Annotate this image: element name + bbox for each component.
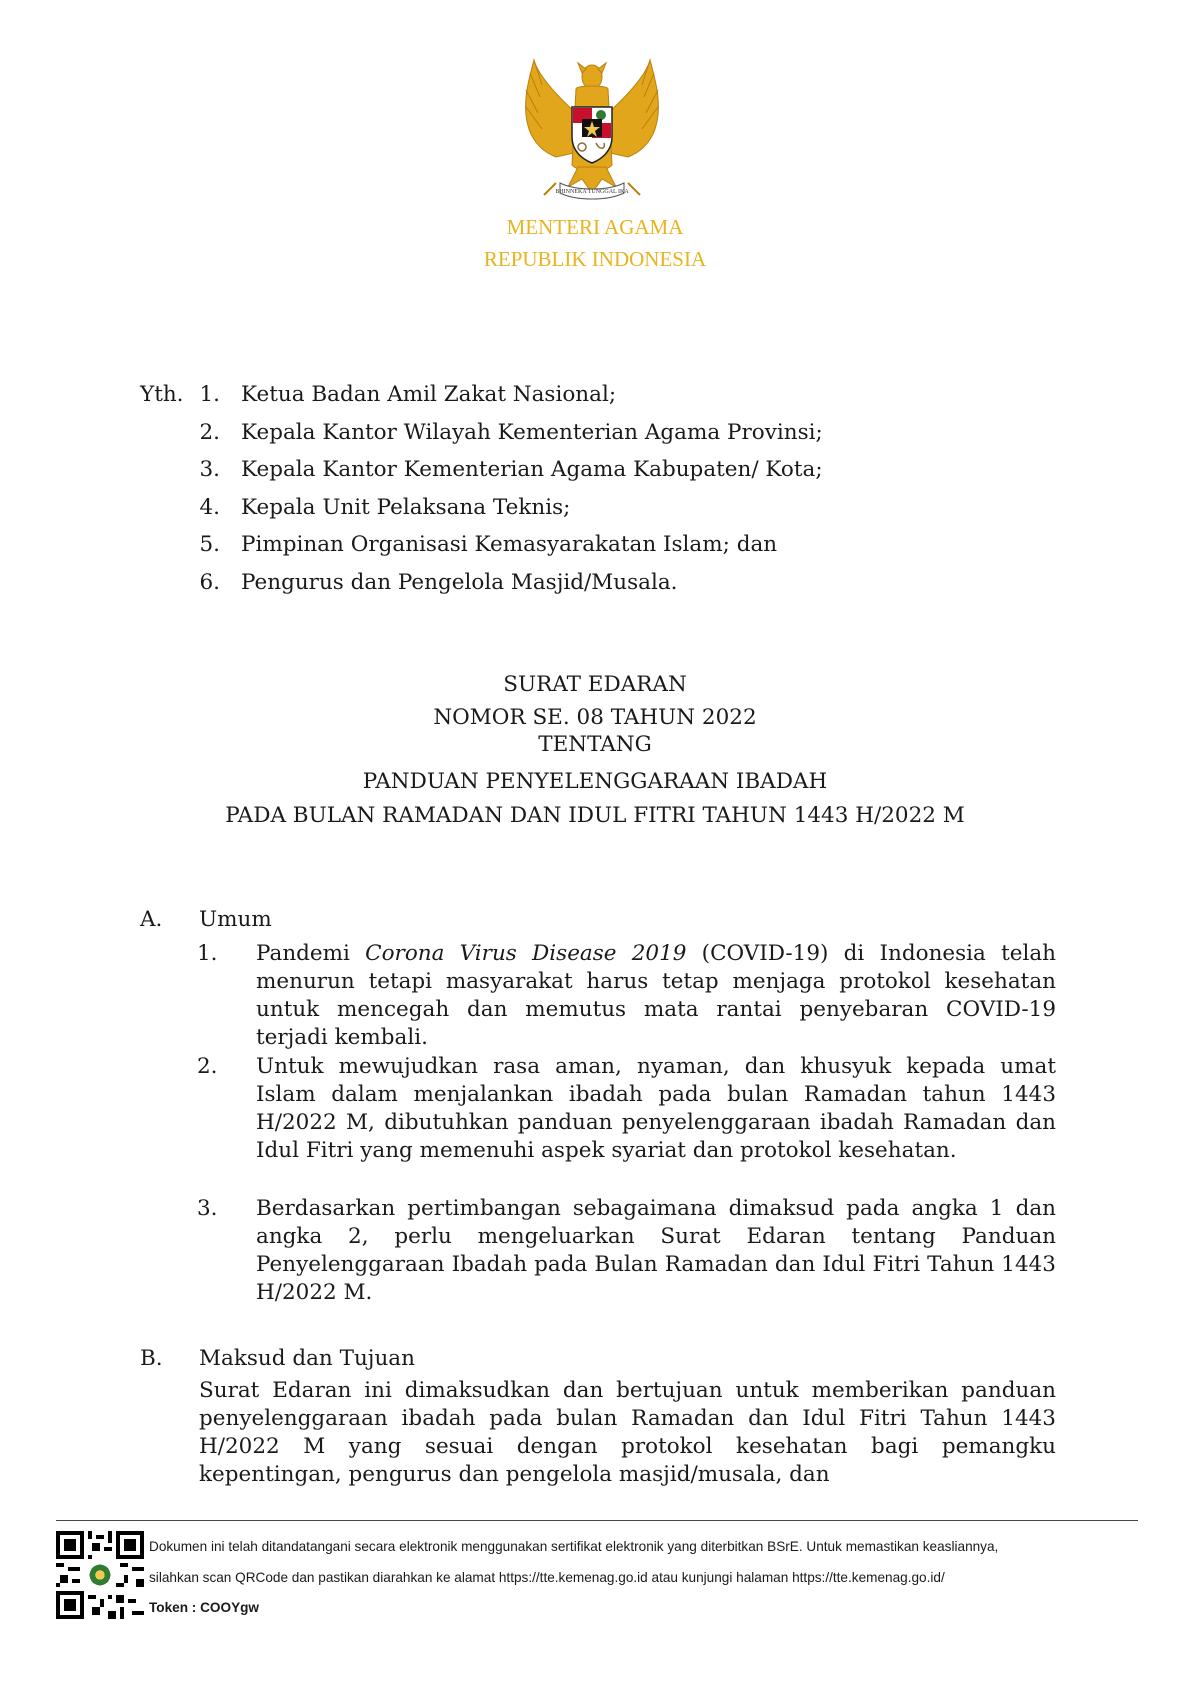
- addressee-item: Pengurus dan Pengelola Masjid/Musala.: [241, 570, 678, 595]
- verification-instructions: silahkan scan QRCode dan pastikan diarahkan ke alamat https://tte.kemenag.go.id atau kunjungi halaman https://tte.kemenag.go.id/: [149, 1570, 945, 1585]
- item-text: Untuk mewujudkan rasa aman, nyaman, dan khusyuk kepada umat Islam dalam menjalankan ibadah pada bulan Ramadan tahun 1443 H/2022 M, dibutuhkan panduan penyelenggaraan ibadah Ramadan dan Idul Fitri yang memenuhi aspek syariat dan protokol kesehatan.: [256, 1054, 1056, 1163]
- ministry-country: REPUBLIK INDONESIA: [483, 247, 707, 271]
- addressee-number: 4.: [199, 495, 220, 520]
- addressee-item: Ketua Badan Amil Zakat Nasional;: [241, 382, 617, 407]
- section-paragraph: Surat Edaran ini dimaksudkan dan bertujuan untuk memberikan panduan penyelenggaraan ibadah pada bulan Ramadan dan Idul Fitri Tahun 1443 H/2022 M yang sesuai dengan protokol kesehatan bagi pemangku kepentingan, pengurus dan pengelola masjid/musala, dan: [199, 1378, 1056, 1487]
- addressee-number: 2.: [199, 420, 220, 445]
- addressee-number: 1.: [199, 382, 220, 407]
- doc-number: NOMOR SE. 08 TAHUN 2022: [433, 705, 757, 730]
- addressee-item: Kepala Unit Pelaksana Teknis;: [241, 495, 571, 520]
- doc-type: SURAT EDARAN: [503, 672, 687, 697]
- footer-divider: [56, 1520, 1138, 1521]
- addressee-item: Kepala Kantor Kementerian Agama Kabupaten/ Kota;: [241, 457, 823, 482]
- addressee-number: 6.: [199, 570, 220, 595]
- verification-token: Token : COOYgw: [149, 1600, 260, 1615]
- emblem-motto: BHINNEKA TUNGGAL IKA: [555, 189, 629, 195]
- section-letter: A.: [140, 907, 163, 932]
- item-number: 3.: [197, 1196, 218, 1221]
- item-text: Pandemi Corona Virus Disease 2019 (COVID-19) di Indonesia telah menurun tetapi masyarakat harus tetap menjaga protokol kesehatan untuk mencegah dan memutus mata rantai penyebaran COVID-19 terjadi kembali.: [256, 941, 1056, 1050]
- addressee-number: 5.: [199, 532, 220, 557]
- item-number: 2.: [197, 1054, 218, 1079]
- item-text: Berdasarkan pertimbangan sebagaimana dimaksud pada angka 1 dan angka 2, perlu mengeluarkan Surat Edaran tentang Panduan Penyelenggaraan Ibadah pada Bulan Ramadan dan Idul Fitri Tahun 1443 H/2022 M.: [256, 1196, 1056, 1305]
- doc-subject-2: PADA BULAN RAMADAN DAN IDUL FITRI TAHUN 1443 H/2022 M: [225, 803, 965, 828]
- doc-subject: PANDUAN PENYELENGGARAAN IBADAH: [362, 769, 828, 794]
- addressee-item: Kepala Kantor Wilayah Kementerian Agama Provinsi;: [241, 420, 823, 445]
- addressee-item: Pimpinan Organisasi Kemasyarakatan Islam; dan: [241, 532, 778, 557]
- item-number: 1.: [197, 941, 218, 966]
- addressee-number: 3.: [199, 457, 220, 482]
- signature-notice: Dokumen ini telah ditandatangani secara elektronik menggunakan sertifikat elektronik yang diterbitkan BSrE. Untuk memastikan keasliannya,: [149, 1539, 999, 1554]
- section-title: Umum: [199, 907, 272, 932]
- ministry-name: MENTERI AGAMA: [506, 215, 684, 239]
- doc-about: TENTANG: [538, 732, 652, 757]
- italic-term: Corona Virus Disease 2019: [365, 941, 687, 966]
- garuda-emblem-icon: [516, 55, 668, 205]
- salutation: Yth.: [140, 382, 184, 407]
- section-title: Maksud dan Tujuan: [199, 1346, 415, 1371]
- section-letter: B.: [140, 1346, 163, 1371]
- qr-code-icon[interactable]: [56, 1531, 144, 1619]
